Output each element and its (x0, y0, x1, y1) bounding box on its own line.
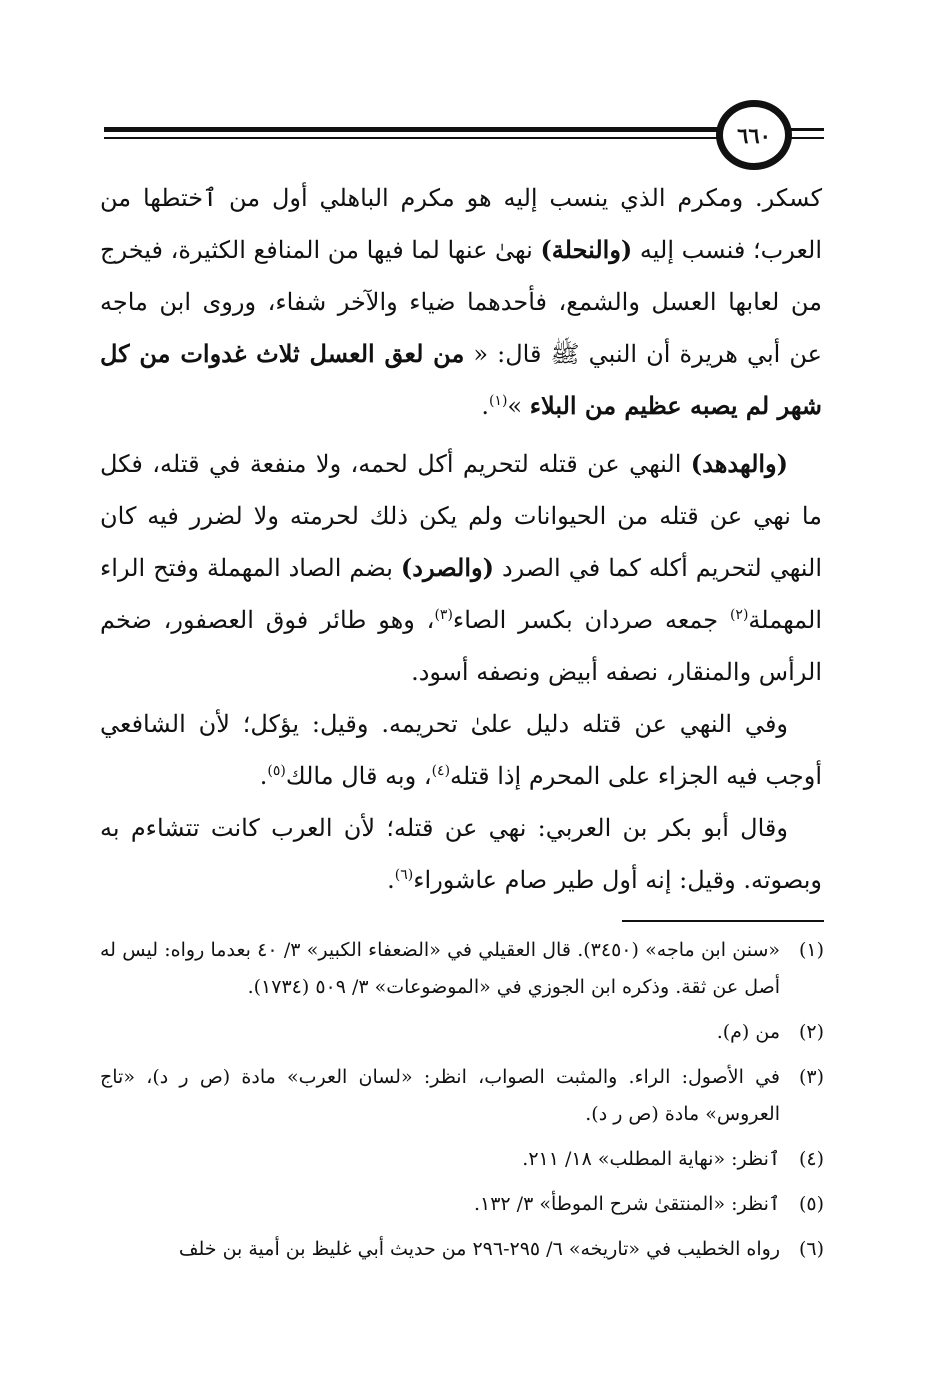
text-run: ، وبه قال مالك (285, 762, 432, 790)
text-run: النهي عن قتله لتحريم أكل لحمه، ولا منفعة في قتله، فكل ما نهي عن قتله من الحيوانات ولم يكن ذلك لحرمته ولا لضرر فيه كان النهي لتحريم أكله كما في الصرد (100, 450, 822, 582)
header-rule-right-thin (790, 137, 824, 139)
text-run: بضم الصاد المهملة وفتح الراء المهملة (100, 554, 823, 634)
header-rule-thick (104, 127, 724, 132)
text-run: وفي النهي عن قتله دليل علىٰ تحريمه. وقيل: يؤكل؛ لأن الشافعي أوجب فيه الجزاء على المحرم إذا قتله (100, 710, 822, 790)
header-rule-right (790, 128, 824, 131)
text-run: كسكر. ومكرم الذي ينسب إليه هو مكرم الباهلي أول من ٱختطها من العرب؛ فنسب إليه (100, 184, 822, 264)
footnote-number: (٥) (798, 1193, 824, 1215)
header-rule-thin (104, 137, 724, 139)
footnote-number: (٢) (798, 1021, 824, 1043)
paragraph-3 (100, 698, 822, 802)
footnote (100, 1186, 824, 1223)
footnote (100, 932, 824, 1006)
footnote-ref: (٦) (394, 867, 414, 883)
footnote-number: (١) (798, 939, 824, 961)
footnote-text: في الأصول: الراء. والمثبت الصواب، انظر: «لسان العرب» مادة (ص ر د)، «تاج العروس» مادة (ص ر د). (100, 1066, 780, 1125)
text-run: . (259, 762, 268, 790)
footnote-number: (٤) (798, 1148, 824, 1170)
text-run: . (387, 866, 395, 894)
hadith-quote: من لعق العسل ثلاث غدوات من كل شهر لم يصبه عظيم من البلاء (100, 339, 822, 420)
footnote-text: «سنن ابن ماجه» (٣٤٥٠). قال العقيلي في «الضعفاء الكبير» ٣/ ٤٠ بعدما رواه: ليس له أصل عن ثقة. وذكره ابن الجوزي في «الموضوعات» ٣/ ٥٠٩ (١٧٣٤). (100, 939, 780, 998)
footnote-ref: (٤) (431, 763, 451, 779)
paragraph-2 (100, 438, 822, 698)
bold-term: (والهدهد) (690, 449, 788, 478)
bold-term: (والنحلة) (540, 235, 633, 264)
footnotes (100, 932, 824, 1276)
text-run: جمعه صردان بكسر الصاء (452, 606, 730, 634)
footnote-text: ٱنظر: «المنتقىٰ شرح الموطأ» ٣/ ١٣٢. (473, 1193, 780, 1215)
text-run: » (507, 392, 530, 420)
footnote-text: من (م). (716, 1021, 780, 1043)
paragraph-1 (100, 172, 822, 432)
main-text (100, 172, 822, 906)
footnote-ref: (٢) (729, 607, 749, 623)
text-run: ، وهو طائر فوق العصفور، ضخم الرأس والمنقار، نصفه أبيض ونصفه أسود. (100, 606, 822, 686)
footnote-number: (٦) (798, 1238, 824, 1260)
footnote-number: (٣) (798, 1066, 824, 1088)
footnote-ref: (١) (488, 393, 508, 409)
text-run: . (481, 392, 489, 420)
bold-term: (والصرد) (400, 553, 494, 582)
footnote-text: ٱنظر: «نهاية المطلب» ١٨/ ٢١١. (522, 1148, 780, 1170)
footnote-ref: (٣) (434, 607, 453, 623)
text-run: نهىٰ عنها لما فيها من المنافع الكثيرة، فيخرج من لعابها العسل والشمع، فأحدهما ضياء والآخر شفاء، وروى ابن ماجه عن أبي هريرة أن النبي ﷺ قال: « (100, 236, 822, 368)
footnote (100, 1141, 824, 1178)
footnote-separator (622, 920, 824, 922)
footnote (100, 1231, 824, 1268)
footnote (100, 1014, 824, 1051)
footnote-text: رواه الخطيب في «تاريخه» ٦/ ٢٩٥-٢٩٦ من حديث أبي غليظ بن أمية بن خلف (178, 1238, 780, 1260)
page-number: ٦٦٠ (716, 100, 792, 170)
text-run: وقال أبو بكر بن العربي: نهي عن قتله؛ لأن العرب كانت تتشاءم به وبصوته. وقيل: إنه أول طير صام عاشوراء (100, 814, 822, 894)
footnote-ref: (٥) (267, 763, 286, 779)
footnote (100, 1059, 824, 1133)
paragraph-4 (100, 802, 822, 906)
